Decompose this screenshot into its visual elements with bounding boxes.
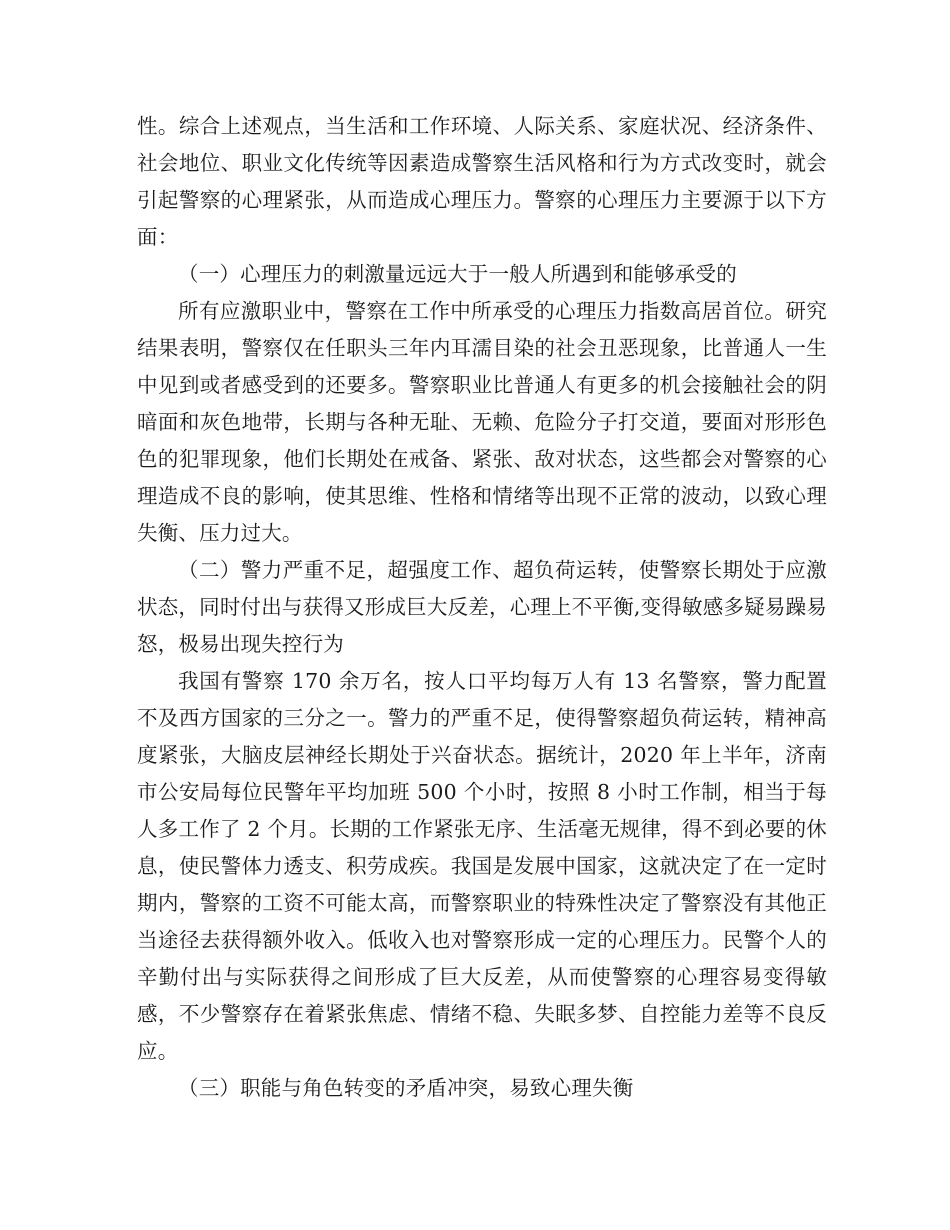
section-heading-2: （二）警力严重不足，超强度工作、超负荷运转，使警察长期处于应激状态，同时付出与获得又形成巨大反差，心理上不平衡,变得敏感多疑易躁易怒，极易出现失控行为 [137, 558, 827, 656]
paragraph-intro: 性。综合上述观点，当生活和工作环境、人际关系、家庭状况、经济条件、社会地位、职业文化传统等因素造成警察生活风格和行为方式改变时，就会引起警察的心理紧张，从而造成心理压力。警察的心理压力主要源于以下方面： [137, 114, 827, 249]
paragraph-section-2: 我国有警察 170 余万名，按人口平均每万人有 13 名警察，警力配置不及西方国家的三分之一。警力的严重不足，使得警察超负荷运转，精神高度紧张，大脑皮层神经长期处于兴奋状态。据统计，2020 年上半年，济南市公安局每位民警年平均加班 500 个小时，按照 8 小时工作制，相当于每人多工作了 2 个月。长期的工作紧张无序、生活毫无规律，得不到必要的休息，使民警体力透支、积劳成疾。我国是发展中国家，这就决定了在一定时期内，警察的工资不可能太高，而警察职业的特殊性决定了警察没有其他正当途径去获得额外收入。低收入也对警察形成一定的心理压力。民警个人的辛勤付出与实际获得之间形成了巨大反差，从而使警察的心理容易变得敏感，不少警察存在着紧张焦虑、情绪不稳、失眠多梦、自控能力差等不良反应。 [137, 669, 827, 1063]
section-heading-1: （一）心理压力的刺激量远远大于一般人所遇到和能够承受的 [178, 262, 737, 286]
document-body [137, 108, 827, 1107]
section-heading-3: （三）职能与角色转变的矛盾冲突，易致心理失衡 [178, 1076, 634, 1100]
paragraph-section-1: 所有应激职业中，警察在工作中所承受的心理压力指数高居首位。研究结果表明，警察仅在任职头三年内耳濡目染的社会丑恶现象，比普通人一生中见到或者感受到的还要多。警察职业比普通人有更多的机会接触社会的阴暗面和灰色地带，长期与各种无耻、无赖、危险分子打交道，要面对形形色色的犯罪现象，他们长期处在戒备、紧张、敌对状态，这些都会对警察的心理造成不良的影响，使其思维、性格和情绪等出现不正常的波动，以致心理失衡、压力过大。 [137, 299, 827, 545]
